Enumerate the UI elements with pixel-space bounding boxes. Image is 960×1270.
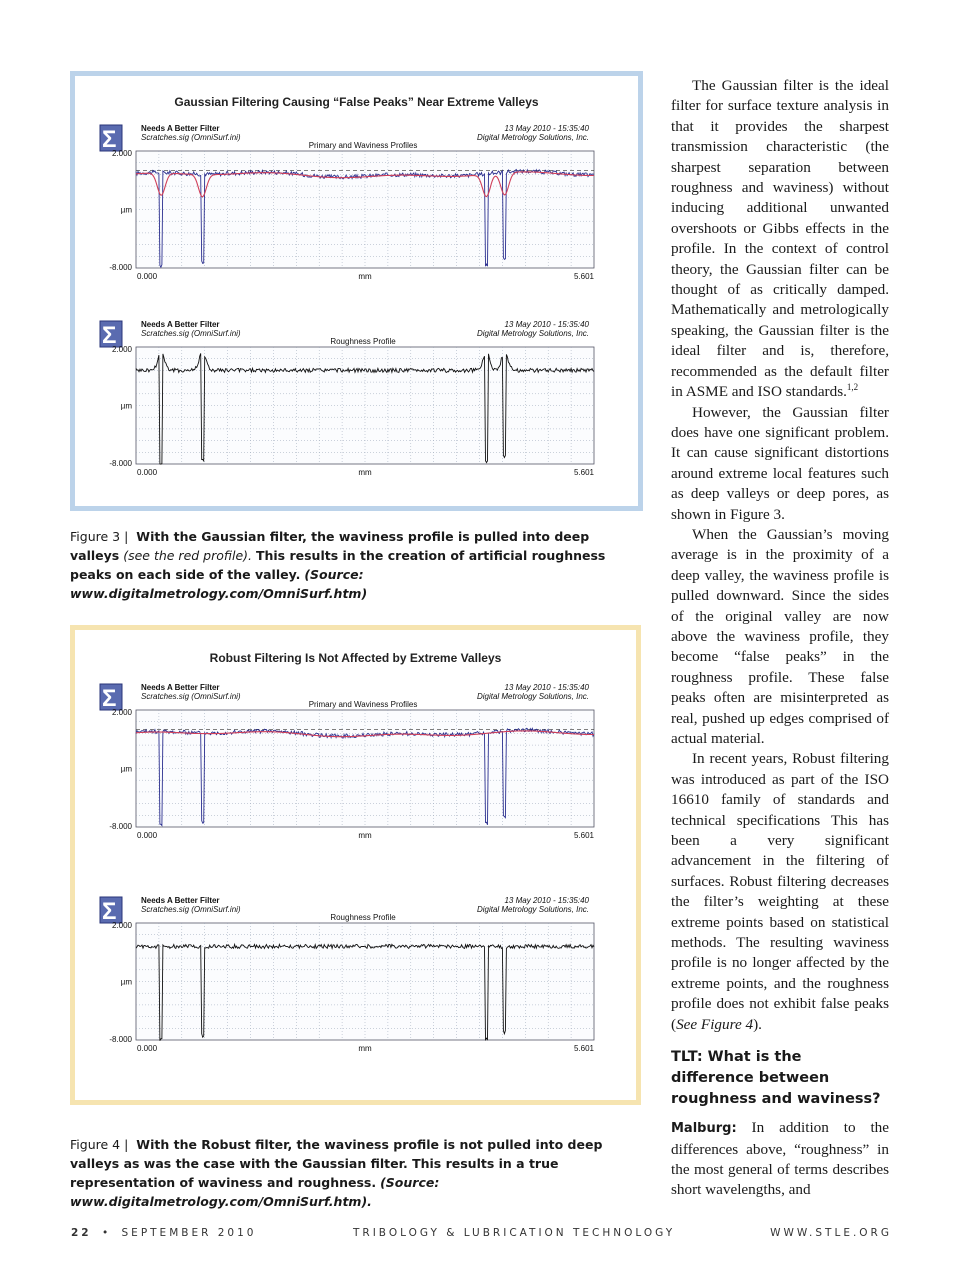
fig4-bottom-header-file: Scratches.sig (OmniSurf.ini) [141, 905, 241, 914]
fig4-top-x-right: 5.601 [573, 831, 594, 840]
fig4-top-plot-title: Primary and Waviness Profiles [308, 700, 418, 709]
figure-3-caption-text-2: This results in the creation of artificial roughness peaks on each side of the valley. [70, 548, 606, 582]
footer-bullet: • [101, 1227, 112, 1239]
fig4-top-y-unit: µm [120, 764, 132, 774]
figure-3-caption-italic: (see the red profile). [123, 548, 252, 563]
fig4-bottom-header-company: Digital Metrology Solutions, Inc. [476, 905, 589, 914]
footer-publication: TRIBOLOGY & LUBRICATION TECHNOLOGY [353, 1227, 676, 1239]
answer-text: In addition to the differences above, “roughness” in the most general of terms describes short wavelengths, and [671, 1119, 890, 1199]
fig4-top-x-left: 0.000 [137, 831, 158, 840]
figure-3-caption-source: (Source: www.digitalmetrology.com/OmniSurf.htm) [70, 567, 368, 601]
fig4-top-y-bottom: -8.000 [109, 822, 132, 831]
fig3-top-x-right: 5.601 [573, 272, 594, 281]
fig4-top-header-title: Needs A Better Filter [141, 683, 220, 692]
figure-4 [70, 625, 641, 1105]
fig3-top-header-file: Scratches.sig (OmniSurf.ini) [141, 133, 241, 142]
fig4-top-header-date: 13 May 2010 - 15:35:40 [504, 683, 589, 692]
fig3-top-y-bottom: -8.000 [109, 263, 132, 272]
article-text-column [671, 76, 889, 1201]
paragraph-4-text: In recent years, Robust filtering was introduced as part of the ISO 16610 family of standards and technical specifications This has been a very significant advancement in the filtering of surfaces. Robust filtering decreases the filter’s weighting at these extreme points based on statistical methods. The resulting waviness profile is no longer affected by the extreme points, and the roughness profile does not exhibit false peaks ( [671, 750, 889, 1033]
figure-3-label: Figure 3 [70, 529, 121, 544]
figure-3-charts [75, 76, 638, 506]
fig4-top-x-unit: mm [358, 831, 372, 840]
fig3-bottom-header-date: 13 May 2010 - 15:35:40 [504, 320, 589, 329]
figure-3-title: Gaussian Filtering Causing “False Peaks” Near Extreme Valleys [174, 95, 539, 109]
figure-4-charts [75, 630, 636, 1100]
fig4-top-y-top: 2.000 [111, 708, 132, 717]
fig3-bottom-x-left: 0.000 [137, 468, 158, 477]
figure-4-caption [70, 1135, 642, 1211]
fig3-top-header-date: 13 May 2010 - 15:35:40 [504, 124, 589, 133]
fig4-bottom-x-unit: mm [358, 1044, 372, 1053]
citation-superscript: 1,2 [846, 382, 859, 393]
page-number: 22 [71, 1227, 92, 1239]
fig3-bottom-header-title: Needs A Better Filter [141, 320, 220, 329]
caption-separator: | [124, 529, 129, 544]
fig3-top-x-unit: mm [358, 272, 372, 281]
footer-issue-date: SEPTEMBER 2010 [121, 1227, 257, 1239]
paragraph-1-text: The Gaussian filter is the ideal filter for surface texture analysis in that it provides the sharpest transmission characteristic (the sharpest separation between roughness and waviness) without inducing additional unwanted overshoots or Gibbs effects in the profile. In the context of control theory, the Gaussian filter can be thought of as critically damped. Mathematically and metrologically speaking, the Gaussian filter is the ideal filter and is, therefore, recommended as the default filter in ASME and ISO standards. [671, 77, 889, 401]
fig4-bottom-panel [100, 896, 595, 1053]
interview-question: TLT: What is the difference between roughness and waviness? [671, 1049, 881, 1108]
fig3-bottom-x-unit: mm [358, 468, 372, 477]
fig3-bottom-header-company: Digital Metrology Solutions, Inc. [476, 329, 589, 338]
fig3-top-y-unit: µm [120, 205, 132, 215]
fig4-bottom-y-unit: µm [120, 977, 132, 987]
fig3-top-sigma-icon: Σ [102, 126, 117, 153]
figure-4-reference: See Figure 4 [676, 1015, 754, 1033]
fig4-bottom-x-left: 0.000 [137, 1044, 158, 1053]
fig4-top-panel [100, 683, 595, 840]
paragraph-3: When the Gaussian’s moving average is in the proximity of a deep valley, the waviness profile is pulled downward. Since the sides of the original valley are now above the waviness profile, they become “false peaks” in the roughness profile. These false peaks often are misinterpreted as real, pushed up edges comprised of actual material. [671, 525, 889, 747]
fig4-top-header-company: Digital Metrology Solutions, Inc. [476, 692, 589, 701]
figure-4-caption-text: With the Robust filter, the waviness profile is not pulled into deep valleys as was the case with the Gaussian filter. This results in a true representation of waviness and roughness. [70, 1137, 603, 1190]
fig3-bottom-header-file: Scratches.sig (OmniSurf.ini) [141, 329, 241, 338]
fig3-bottom-y-bottom: -8.000 [109, 459, 132, 468]
fig3-top-y-top: 2.000 [111, 149, 132, 158]
fig4-top-sigma-icon: Σ [102, 685, 117, 712]
fig3-top-plot-title: Primary and Waviness Profiles [308, 141, 418, 150]
fig3-bottom-panel [100, 320, 595, 477]
figure-3-caption-text-1: With the Gaussian filter, the waviness profile is pulled into deep valleys [70, 529, 590, 563]
paragraph-4 [671, 749, 889, 1035]
caption-separator: | [124, 1137, 129, 1152]
fig3-top-x-left: 0.000 [137, 272, 158, 281]
fig4-top-header-file: Scratches.sig (OmniSurf.ini) [141, 692, 241, 701]
figure-4-label: Figure 4 [70, 1137, 121, 1152]
fig4-bottom-header-title: Needs A Better Filter [141, 896, 220, 905]
answer-speaker: Malburg: [671, 1121, 737, 1137]
figure-4-title: Robust Filtering Is Not Affected by Extreme Valleys [209, 651, 502, 665]
interview-answer [671, 1118, 889, 1201]
fig4-bottom-y-top: 2.000 [111, 921, 132, 930]
fig4-bottom-plot-title: Roughness Profile [330, 913, 396, 922]
fig4-bottom-header-date: 13 May 2010 - 15:35:40 [504, 896, 589, 905]
footer-website: WWW.STLE.ORG [770, 1227, 892, 1239]
figure-3-caption [70, 527, 642, 603]
fig3-bottom-y-top: 2.000 [111, 345, 132, 354]
fig3-bottom-sigma-icon: Σ [102, 322, 117, 349]
fig3-bottom-plot-title: Roughness Profile [330, 337, 396, 346]
paragraph-2: However, the Gaussian filter does have one significant problem. It can cause significant distortions around extreme local features such as deep valleys or deep pores, as shown in Figure 3. [671, 403, 889, 523]
fig3-bottom-y-unit: µm [120, 401, 132, 411]
paragraph-1 [671, 76, 889, 403]
footer-left [71, 1227, 256, 1239]
fig3-bottom-x-right: 5.601 [573, 468, 594, 477]
fig4-bottom-x-right: 5.601 [573, 1044, 594, 1053]
paragraph-4-end: ). [753, 1015, 762, 1033]
figure-4-caption-source: (Source: www.digitalmetrology.com/OmniSurf.htm). [70, 1175, 440, 1209]
figure-3 [70, 71, 643, 511]
fig3-top-header-title: Needs A Better Filter [141, 124, 220, 133]
fig3-top-header-company: Digital Metrology Solutions, Inc. [476, 133, 589, 142]
fig3-top-panel [100, 124, 595, 281]
fig4-bottom-sigma-icon: Σ [102, 898, 117, 925]
fig4-bottom-y-bottom: -8.000 [109, 1035, 132, 1044]
